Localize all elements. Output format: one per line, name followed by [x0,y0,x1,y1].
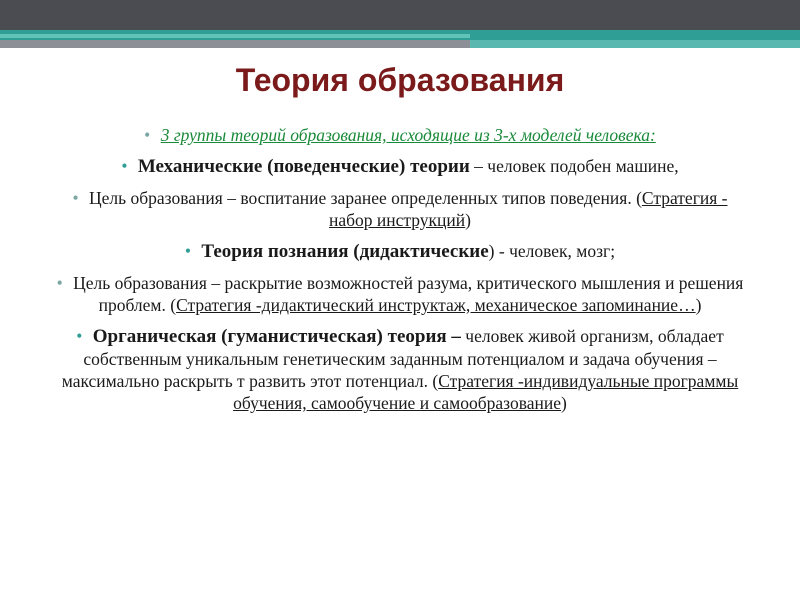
header-band-dark [0,0,800,30]
header-accent-line [0,34,470,38]
organic-heading: Органическая (гуманистическая) теория – [92,326,461,347]
bullet-cognition-goal [50,272,750,316]
cognition-heading: Теория познания (дидактические [201,241,489,262]
bullet-mechanical-goal [50,187,750,231]
cognition-strategy-link[interactable]: Стратегия -дидактический инструктаж, механическое запоминание… [176,295,696,315]
organic-tail: ) [561,393,567,413]
slide-content [50,124,750,423]
organic-strategy-link[interactable]: Стратегия -индивидуальные программы обучения, самообучение и самообразование [233,371,739,413]
mechanical-heading: Механические (поведенческие) теории [137,156,470,177]
slide-title: Теория образования [235,62,565,98]
organic-text: человек живой организм, обладает собственным уникальным генетическим заданным потенциалом и задача обучения – максимально раскрыть т развить этот потенциал. ( [61,326,724,391]
cognition-goal-tail: ) [695,295,702,315]
cognition-text: ) - человек, мозг; [488,241,616,261]
intro-text: 3 группы теорий образования, исходящие из 3-х моделей человека: [160,125,656,145]
bullet-mechanical [50,155,750,178]
mechanical-goal-text: Цель образования – воспитание заранее определенных типов поведения. ( [89,188,642,208]
cognition-goal-text: Цель образования – раскрытие возможностей разума, критического мышления и решения проблем. ( [73,273,744,315]
mechanical-strategy-link[interactable]: Стратегия - набор инструкций [329,188,728,230]
bullet-intro [50,124,750,146]
header-accent-block [470,40,800,48]
mechanical-goal-tail: ) [465,210,471,230]
bullet-cognition [50,240,750,263]
bullet-organic [50,325,750,414]
mechanical-text: – человек подобен машине, [469,156,679,176]
